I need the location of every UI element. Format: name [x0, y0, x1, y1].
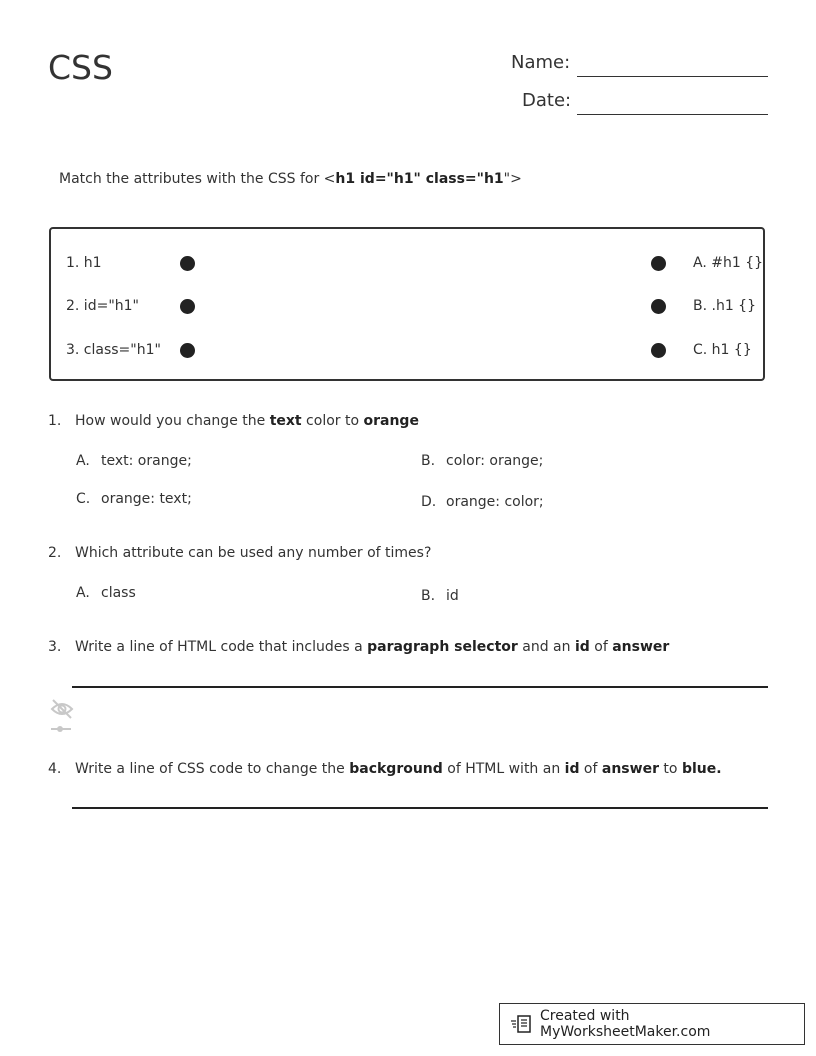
- question-number: 1.: [48, 413, 62, 429]
- answer-line[interactable]: [72, 686, 768, 688]
- name-field-line[interactable]: [577, 76, 768, 77]
- q-part: orange: [363, 413, 419, 429]
- q-part: text: [269, 413, 302, 429]
- q-part: answer: [612, 639, 670, 655]
- question-number: 2.: [48, 545, 62, 561]
- option-text[interactable]: class: [101, 585, 136, 601]
- option-text[interactable]: id: [446, 588, 459, 604]
- option-letter: A.: [76, 453, 90, 469]
- intro-suffix: ">: [503, 171, 522, 187]
- page-title: CSS: [48, 48, 113, 87]
- match-left-item: 3. class="h1": [66, 342, 161, 358]
- option-letter: B.: [421, 453, 436, 469]
- q-part: background: [349, 761, 443, 777]
- eye-off-icon[interactable]: [49, 697, 75, 735]
- option-text[interactable]: color: orange;: [446, 453, 544, 469]
- option-text[interactable]: text: orange;: [101, 453, 192, 469]
- footer-credit[interactable]: [499, 1003, 805, 1045]
- matching-instructions: [59, 171, 522, 187]
- q-part: color to: [301, 413, 364, 429]
- worksheet-maker-logo-icon: [510, 1013, 534, 1035]
- match-right-item: A. #h1 {}: [693, 255, 764, 271]
- question-number: 4.: [48, 761, 62, 777]
- q-part: of HTML with an: [442, 761, 565, 777]
- q-part: and an: [517, 639, 575, 655]
- q-part: Write a line of CSS code to change the: [75, 761, 350, 777]
- question-number: 3.: [48, 639, 62, 655]
- match-left-dot[interactable]: [180, 256, 195, 271]
- option-text[interactable]: orange: color;: [446, 494, 544, 510]
- q-part: Write a line of HTML code that includes a: [75, 639, 368, 655]
- q-part: to: [658, 761, 682, 777]
- question-text: [75, 413, 419, 429]
- match-left-dot[interactable]: [180, 299, 195, 314]
- question-text: [75, 639, 669, 655]
- intro-prefix: Match the attributes with the CSS for <: [59, 171, 336, 187]
- option-letter: A.: [76, 585, 90, 601]
- q-part: of: [579, 761, 602, 777]
- date-field-line[interactable]: [577, 114, 768, 115]
- match-right-item: B. .h1 {}: [693, 298, 756, 314]
- match-left-dot[interactable]: [180, 343, 195, 358]
- option-text[interactable]: orange: text;: [101, 491, 192, 507]
- q-part: How would you change the: [75, 413, 270, 429]
- footer-text[interactable]: Created with MyWorksheetMaker.com: [540, 1008, 711, 1040]
- q-part: of: [589, 639, 613, 655]
- intro-code: h1 id="h1" class="h1: [335, 171, 504, 187]
- answer-line[interactable]: [72, 807, 768, 809]
- match-right-item: C. h1 {}: [693, 342, 752, 358]
- match-right-dot[interactable]: [651, 343, 666, 358]
- question-text: Which attribute can be used any number of times?: [75, 545, 432, 561]
- match-right-dot[interactable]: [651, 299, 666, 314]
- q-part: blue.: [681, 761, 722, 777]
- match-left-item: 2. id="h1": [66, 298, 139, 314]
- match-right-dot[interactable]: [651, 256, 666, 271]
- match-left-item: 1. h1: [66, 255, 102, 271]
- option-letter: D.: [421, 494, 437, 510]
- q-part: id: [564, 761, 580, 777]
- question-text: [75, 761, 722, 777]
- q-part: id: [574, 639, 590, 655]
- date-label: Date:: [522, 90, 572, 111]
- q-part: paragraph selector: [367, 639, 518, 655]
- option-letter: B.: [421, 588, 436, 604]
- name-label: Name:: [511, 52, 571, 73]
- q-part: answer: [601, 761, 659, 777]
- option-letter: C.: [76, 491, 91, 507]
